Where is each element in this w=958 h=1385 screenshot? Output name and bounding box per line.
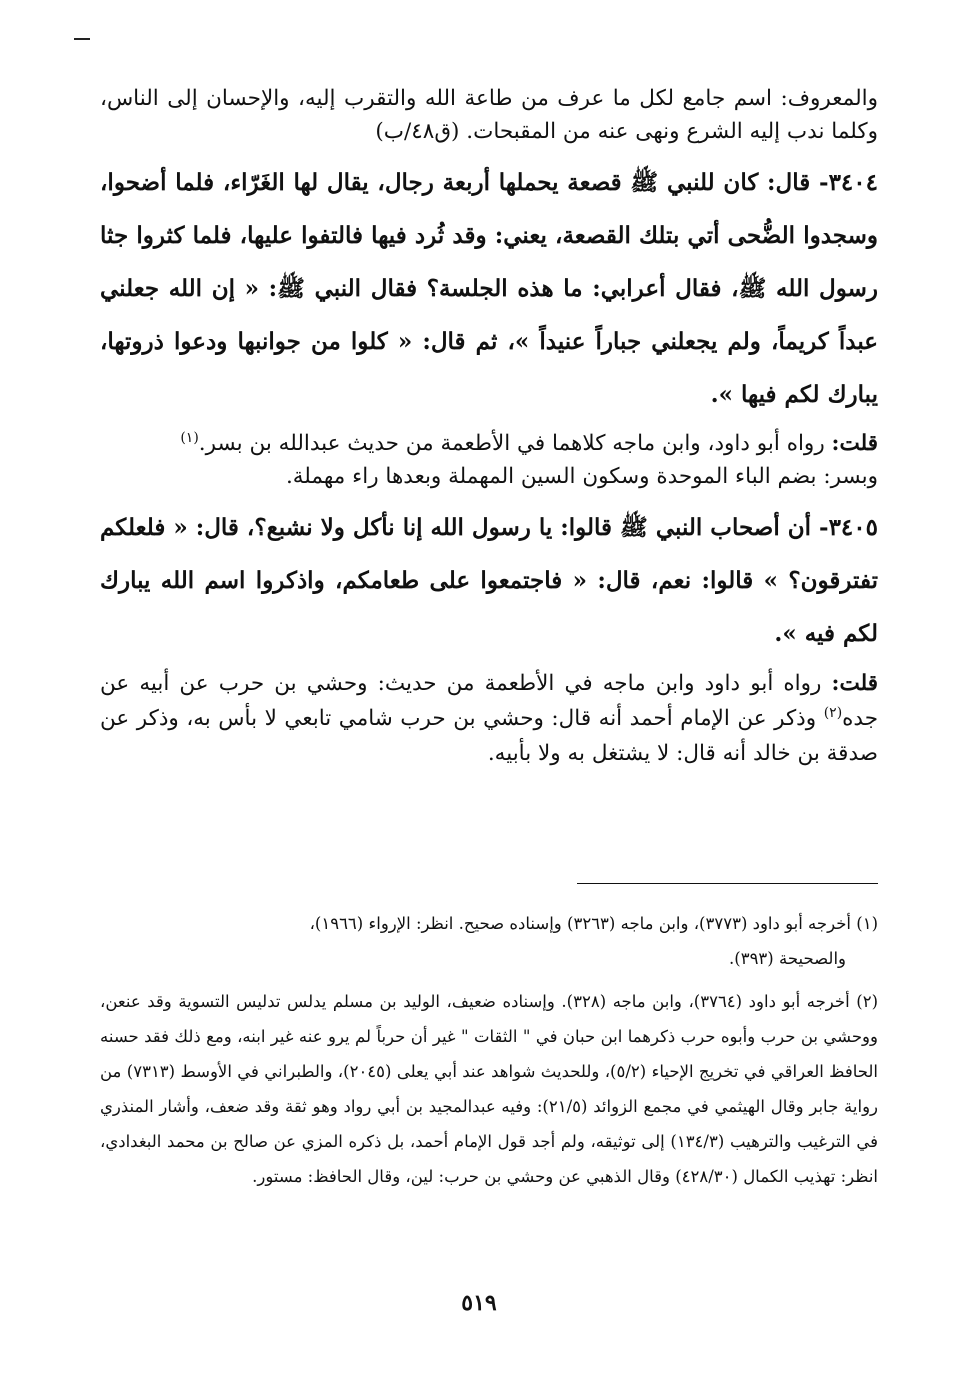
hadith-3405: ٣٤٠٥- أن أصحاب النبي ﷺ قالوا: يا رسول الله إنا نأكل ولا نشبع؟، قال: « فلعلكم تفترقون؟ » قالوا: نعم، قال: « فاجتمعوا على طعامكم، واذكروا اسم الله يبارك لكم فيه ». [100,514,878,647]
note-3404-text: رواه أبو داود، وابن ماجه كلاهما في الأطعمة من حديث عبدالله بن بسر. [198,431,832,456]
qult-label: قلت: [831,671,878,696]
footnote-1-text: (١) أخرجه أبو داود (٣٧٧٣)، وابن ماجه (٣٢٦٣) وإسناده صحيح. انظر: الإرواء (١٩٦٦)، [309,914,878,933]
note-3405 [100,666,878,771]
corner-mark [74,38,90,40]
page-number: ٥١٩ [461,1290,497,1316]
footnote-ref-2[interactable]: (٢) [823,704,843,721]
intro-paragraph: والمعروف: اسم جامع لكل ما عرف من طاعة الله والتقرب إليه، والإحسان إلى الناس، وكلما ندب إليه الشرع ونهى عنه من المقبحات. (ق٤٨/ب) [100,86,878,144]
hadith-3404: ٣٤٠٤- قال: كان للنبي ﷺ قصعة يحملها أربعة رجال، يقال لها الغَرّاء، فلما أضحوا، وسجدوا الضُّحى أتي بتلك القصعة، يعني: وقد ثُرد فيها فالتفوا عليها، فلما كثروا جثا رسول الله ﷺ، فقال أعرابي: ما هذه الجلسة؟ فقال النبي ﷺ: « إن الله جعلني عبداً كريماً، ولم يجعلني جباراً عنيداً »، ثم قال: « كلوا من جوانبها ودعوا ذروتها، يبارك لكم فيها ». [100,169,878,408]
footnote-2-text: (٢) أخرجه أبو داود (٣٧٦٤)، وابن ماجه (٣٢٨). وإسناده ضعيف، الوليد بن مسلم يدلس تدليس [236,992,878,1011]
footnote-2-continuation: التسوية وقد عنعن، ووحشي بن حرب وأبوه حرب ذكرهما ابن حبان في " الثقات " غير أن حرباً لم يرو عنه غير ابنه، ومع ذلك فقد حسنه الحافظ العراقي في تخريج الإحياء (٥/٢)، وللحديث شواهد عند أبي يعلى (٢٠٤٥)، والطبراني في الأوسط (٧٣١٣) من رواية جابر وقال الهيثمي في مجمع الزوائد (٢١/٥): وفيه عبدالمجيد بن أبي رواد وهو ثقة وقد ضعف، وأشار المنذري في الترغيب والترهيب (١٣٤/٣) إلى توثيقه، ولم أجد قول الإمام أحمد، بل ذكره المزي عن صالح بن محمد البغدادي، انظر: تهذيب الكمال (٤٢٨/٣٠) وقال الذهبي عن وحشي بن حرب: لين، وقال الحافظ: مستور. [100,992,879,1186]
note-3404 [100,427,878,493]
qult-label: قلت: [831,431,878,456]
footnote-ref-1[interactable]: (١) [180,429,199,446]
footnote-1 [100,906,878,976]
footnote-separator [577,883,878,884]
note-3404-text2: وبسر: بضم الباء الموحدة وسكون السين المهملة وبعدها راء مهملة. [285,464,878,489]
footnote-1-continuation: والصحيحة (٣٩٣). [729,949,846,968]
main-text [100,82,878,779]
note-3405-text: رواه أبو داود وابن ماجه في الأطعمة من حديث: وحشي بن حرب عن أبيه عن جده [100,671,878,731]
footnote-2 [100,984,878,1194]
footnotes-section [100,906,878,1202]
note-3405-text2: وذكر عن الإمام أحمد أنه قال: وحشي بن حرب شامي تابعي لا بأس به، وذكر عن صدقة بن خالد أنه قال: لا يشتغل به ولا بأبيه. [100,706,878,766]
